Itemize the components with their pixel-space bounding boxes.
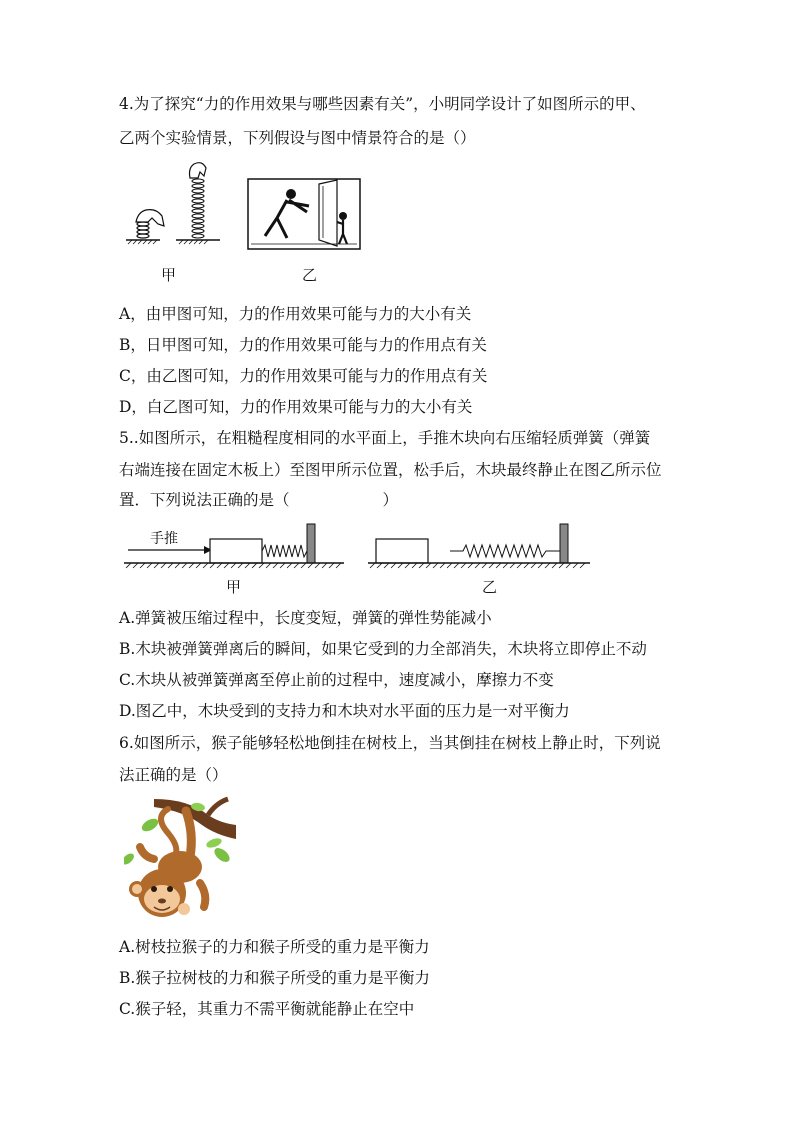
q5-option-a: A.弹簧被压缩过程中，长度变短，弹簧的弹性势能减小 bbox=[119, 609, 492, 627]
q5-option-b: B.木块被弹簧弹离后的瞬间，如果它受到的力全部消失，木块将立即停止不动 bbox=[119, 640, 647, 658]
q5-figure-yi bbox=[368, 520, 592, 572]
q5-stem-line-3: 置．下列说法正确的是（ ） bbox=[119, 491, 399, 509]
q4-option-b: B，日甲图可知，力的作用效果可能与力的作用点有关 bbox=[119, 336, 487, 354]
q6-option-a: A.树枝拉猴子的力和猴子所受的重力是平衡力 bbox=[119, 938, 430, 956]
q5-push-label: 手推 bbox=[150, 531, 178, 547]
q6-option-c: C.猴子轻，其重力不需平衡就能静止在空中 bbox=[119, 1000, 415, 1018]
q5-option-d: D.图乙中，木块受到的支持力和木块对水平面的压力是一对平衡力 bbox=[119, 702, 570, 720]
q4-figure-yi bbox=[247, 178, 361, 250]
q4-caption-yi: 乙 bbox=[302, 266, 318, 284]
q4-option-c: C，由乙图可知，力的作用效果可能与力的作用点有关 bbox=[119, 367, 488, 385]
q5-option-c: C.木块从被弹簧弹离至停止前的过程中，速度减小，摩擦力不变 bbox=[119, 671, 554, 689]
q4-option-d: D，白乙图可知，力的作用效果可能与力的大小有关 bbox=[119, 398, 473, 416]
q6-stem-line-1: 6.如图所示，猴子能够轻松地倒挂在树枝上，当其倒挂在树枝上静止时，下列说 bbox=[119, 734, 661, 752]
q5-stem-line-1: 5..如图所示，在粗糙程度相同的水平面上，手推木块向右压缩轻质弹簧（弹簧 bbox=[119, 429, 651, 447]
q6-option-b: B.猴子拉树枝的力和猴子所受的重力是平衡力 bbox=[119, 969, 430, 987]
q6-monkey-figure bbox=[124, 793, 236, 923]
q6-stem-line-2: 法正确的是（） bbox=[119, 766, 228, 784]
q5-caption-yi: 乙 bbox=[482, 578, 498, 596]
q4-caption-jia: 甲 bbox=[161, 266, 177, 284]
q4-stem-line-1: 4.为了探究“力的作用效果与哪些因素有关”，小明同学设计了如图所示的甲、 bbox=[119, 95, 646, 113]
q4-figure-jia bbox=[124, 160, 224, 250]
q4-stem-line-2: 乙两个实验情景，下列假设与图中情景符合的是（） bbox=[119, 129, 476, 147]
q4-option-a: A，由甲图可知，力的作用效果可能与力的大小有关 bbox=[119, 305, 472, 323]
q5-caption-jia: 甲 bbox=[226, 578, 242, 596]
q5-stem-line-2: 右端连接在固定木板上）至图甲所示位置，松手后，木块最终静止在图乙所示位 bbox=[119, 461, 662, 479]
